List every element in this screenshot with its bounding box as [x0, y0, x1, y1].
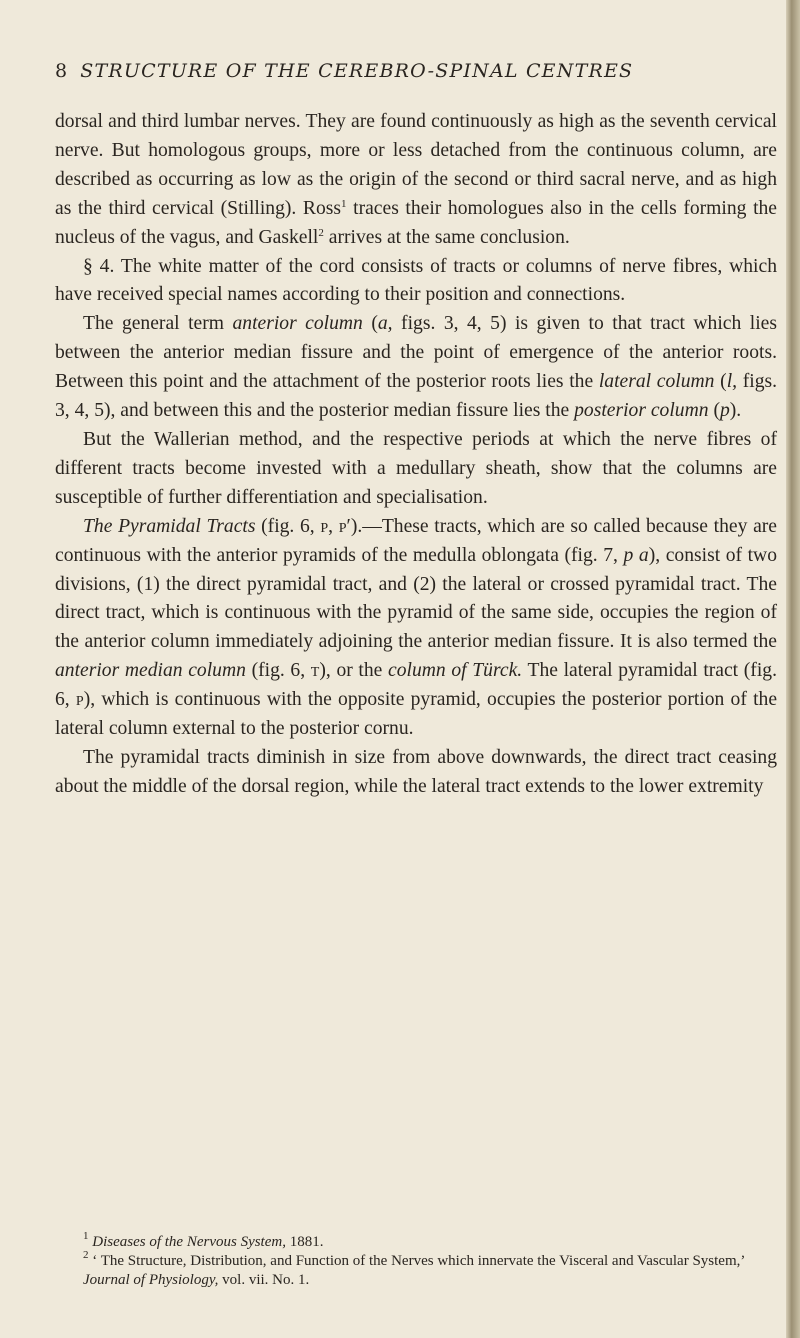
term-posterior-column: posterior column [574, 400, 709, 422]
paragraph-5 [55, 513, 777, 744]
footnote-2-mark: 2 [83, 1249, 89, 1261]
footnote-ref-2: 2 [318, 226, 324, 239]
footnotes [55, 1230, 777, 1290]
footnote-1-title: Diseases of the Nervous System, [92, 1234, 286, 1250]
p1-text-a: dorsal and third lumbar nerves. They are found continuously as high as the seventh cervical nerve. But homologous groups, more or less detached from the continuous column, are described as occurring as low as the origin of the second or third sacral nerve, and as high as the third cervical (Stilling). Ross [55, 111, 777, 219]
running-title: STRUCTURE OF THE CEREBRO-SPINAL CENTRES [80, 60, 634, 82]
p1-text-c: arrives at the same conclusion. [323, 226, 570, 248]
p5-text-c: ), consist of two divisions, (1) the direct pyramidal tract, and (2) the lateral or crossed pyramidal tract. The direct tract, which is continuous with the pyramid of the same side, occupies the region of the anterior column immediately adjoining the anterior median fissure. It is also termed the [55, 544, 778, 653]
term-anterior-column: anterior column [232, 313, 363, 335]
footnote-2-text-a: ‘ The Structure, Distribution, and Function of the Nerves which innervate the Visceral and Vascular System,’ [88, 1253, 745, 1269]
p5-smallcaps-2: t [310, 660, 320, 682]
p3-text-f: ( [708, 400, 720, 422]
paragraph-4: But the Wallerian method, and the respective periods at which the nerve fibres of different tracts become invested with a medullary sheath, show that the columns are susceptible of further differentiation and specialisation. [55, 428, 777, 508]
p5-text-f: The lateral pyramidal tract (fig. 6, [55, 660, 777, 711]
p3-text-a: The general term [83, 313, 233, 335]
footnote-1-rest: 1881. [285, 1234, 324, 1250]
paragraph-1 [55, 108, 777, 253]
p5-text-g: ), which is continuous with the opposite pyramid, occupies the posterior portion of the lateral column external to the posterior cornu. [55, 689, 778, 740]
section-heading-pyramidal-tracts: The Pyramidal Tracts [83, 515, 256, 537]
term-lateral-column: lateral column [598, 371, 715, 393]
footnote-1-mark: 1 [83, 1230, 89, 1242]
footnote-ref-1: 1 [341, 197, 347, 210]
footnote-2 [55, 1249, 777, 1290]
p5-text-e: ), or the [319, 660, 389, 682]
p3-text-d: ( [714, 371, 727, 393]
p3-text-g: ). [729, 400, 742, 422]
p3-text-c: figs. 3, 4, 5) is given to that tract which lies between the anterior median fissure and the point of emergence of the anterior roots. Between this point and the attachment of the posterior roots lies the [55, 313, 777, 393]
paragraph-6: The pyramidal tracts diminish in size from above downwards, the direct tract ceasing about the middle of the dorsal region, while the lateral tract extends to the lower extremity [55, 746, 777, 797]
p5-text-a: (fig. 6, [255, 515, 321, 537]
p3-text-e: figs. 3, 4, 5), and between this and the posterior median fissure lies the [55, 371, 778, 422]
footnote-2-journal: Journal of Physiology, [83, 1272, 219, 1288]
p5-text-b: ).—These tracts, which are so called because they are continuous with the anterior pyramids of the medulla oblongata (fig. 7, [55, 515, 777, 566]
p5-smallcaps-3: p [75, 689, 84, 711]
p5-smallcaps-1: p, p′ [320, 515, 351, 537]
body-text [55, 108, 777, 802]
paragraph-3 [55, 310, 777, 426]
page-number: 8 [55, 60, 69, 82]
p5-italic-pa: p a [623, 544, 649, 566]
term-anterior-median-column: anterior median column [55, 660, 246, 682]
page-edge-shadow [786, 0, 800, 1338]
term-column-of-turck: column of Türck. [388, 660, 523, 682]
p3-italic-a: a, [377, 313, 393, 335]
p3-italic-l: l, [726, 371, 738, 393]
footnote-1 [55, 1230, 777, 1252]
paragraph-2: § 4. The white matter of the cord consists of tracts or columns of nerve fibres, which have received special names according to their position and connections. [55, 255, 777, 306]
footnote-2-text-b: vol. vii. No. 1. [218, 1272, 310, 1288]
running-head [55, 60, 755, 82]
p5-text-d: (fig. 6, [245, 660, 311, 682]
p3-text-b: ( [362, 313, 378, 335]
p1-text-b: traces their homologues also in the cells forming the nucleus of the vagus, and Gaskell [55, 197, 778, 248]
p3-italic-p: p [719, 400, 730, 422]
